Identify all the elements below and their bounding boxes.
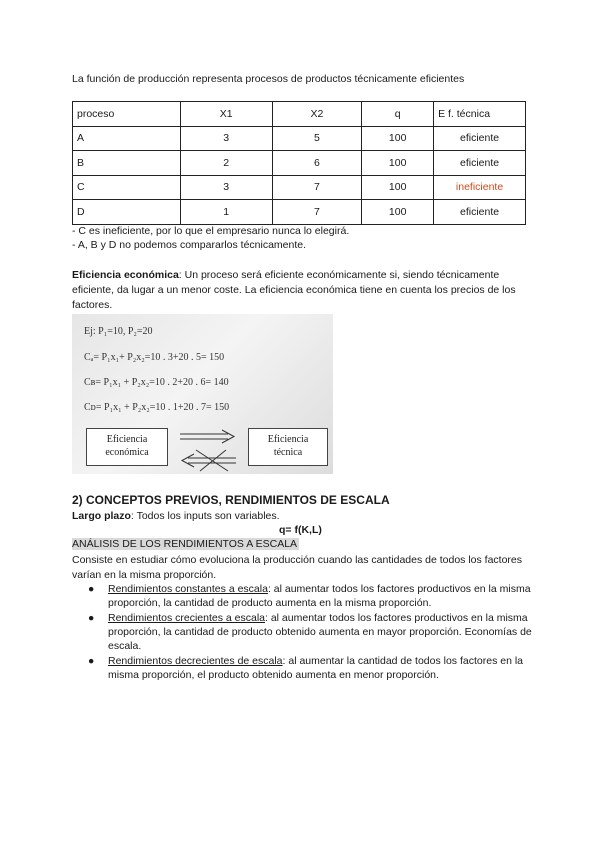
efficiency-figure	[72, 314, 333, 474]
cell: 2	[180, 151, 272, 176]
cell: C	[73, 175, 181, 200]
economic-efficiency-paragraph	[72, 268, 528, 313]
crossed-left-arrow-icon	[182, 450, 236, 471]
cell: A	[73, 126, 181, 151]
item-term: Rendimientos decrecientes de escala	[108, 655, 283, 667]
box-line: Eficiencia	[267, 434, 309, 445]
cell: eficiente	[434, 126, 526, 151]
table-header-row	[73, 102, 526, 127]
cell: 3	[180, 126, 272, 151]
note-line: - A, B y D no podemos compararlos técnicamente.	[72, 239, 307, 251]
cell: 6	[272, 151, 362, 176]
note-line: - C es ineficiente, por lo que el empresario nunca lo elegirá.	[72, 225, 350, 237]
table-row	[73, 200, 526, 225]
figure-line: Cʙ= P₁x₁ + P₂x₂=10 . 2+20 . 6= 140	[84, 377, 229, 388]
section-heading: 2) CONCEPTOS PREVIOS, RENDIMIENTOS DE ESCALA	[72, 493, 390, 507]
cell: 100	[362, 200, 434, 225]
box-line: Eficiencia	[106, 434, 148, 445]
table-row	[73, 175, 526, 200]
cell: eficiente	[434, 200, 526, 225]
right-arrow-icon	[180, 430, 234, 443]
cell: B	[73, 151, 181, 176]
cell: 1	[180, 200, 272, 225]
economic-efficiency-text: : Un proceso será eficiente económicamente si, siendo técnicamente eficiente, da lugar a un menor coste. La eficiencia económica tiene en cuenta los precios de los factores.	[72, 269, 516, 311]
cell: 100	[362, 126, 434, 151]
box-eficiencia-economica	[86, 428, 168, 466]
table-notes	[72, 224, 349, 252]
cell: 7	[272, 175, 362, 200]
highlighted-subheading: ANÁLISIS DE LOS RENDIMIENTOS A ESCALA	[72, 538, 298, 550]
process-table	[72, 101, 526, 225]
bullet-icon: ●	[88, 655, 95, 667]
list-item	[72, 611, 532, 653]
item-text: : al aumentar la cantidad de todos los factores en la misma proporción, el producto obtenido aumenta en menor proporción.	[108, 655, 524, 681]
largo-plazo-term: Largo plazo	[72, 510, 131, 522]
item-text: : al aumentar todos los factores productivos en la misma proporción, la cantidad de producto aumenta en la misma proporción.	[108, 583, 531, 609]
cell: eficiente	[434, 151, 526, 176]
largo-plazo-line	[72, 510, 280, 522]
figure-line: Cᴅ= P₁x₁ + P₂x₂=10 . 1+20 . 7= 150	[84, 402, 230, 413]
table-row	[73, 151, 526, 176]
box-line: económica	[105, 447, 149, 458]
item-term: Rendimientos crecientes a escala	[108, 612, 265, 624]
header-cell: proceso	[73, 102, 181, 127]
cell: 100	[362, 175, 434, 200]
figure-line: Ej: P₁=10, P₂=20	[84, 326, 153, 337]
definition-paragraph: Consiste en estudiar cómo evoluciona la producción cuando las cantidades de todos los factores varían en la misma proporción.	[72, 554, 523, 581]
box-eficiencia-tecnica	[248, 428, 328, 466]
economic-efficiency-term: Eficiencia económica	[72, 269, 179, 281]
header-cell: X2	[272, 102, 362, 127]
figure-line: Cₐ= P₁x₁+ P₂x₂=10 . 3+20 . 5= 150	[84, 352, 225, 363]
item-term: Rendimientos constantes a escala	[108, 583, 268, 595]
bullet-icon: ●	[88, 612, 95, 624]
production-function-formula: q= f(K,L)	[279, 524, 322, 536]
item-text: : al aumentar todos los factores productivos en la misma proporción, la cantidad de producto obtenido aumenta en mayor proporción. Economías de escala.	[108, 612, 532, 652]
cell: 100	[362, 151, 434, 176]
header-cell: X1	[180, 102, 272, 127]
table-row	[73, 126, 526, 151]
implication-arrows	[176, 428, 240, 472]
cell: 3	[180, 175, 272, 200]
list-item	[72, 654, 532, 682]
header-cell: E f. técnica	[434, 102, 526, 127]
cell: D	[73, 200, 181, 225]
returns-to-scale-list	[72, 582, 532, 683]
cell: 5	[272, 126, 362, 151]
largo-plazo-text: : Todos los inputs son variables.	[130, 510, 280, 522]
cell: 7	[272, 200, 362, 225]
box-line: técnica	[273, 447, 303, 458]
intro-text: La función de producción representa procesos de productos técnicamente eficientes	[72, 73, 465, 85]
cell-ineficiente: ineficiente	[434, 175, 526, 200]
header-cell: q	[362, 102, 434, 127]
list-item	[72, 582, 532, 610]
bullet-icon: ●	[88, 583, 95, 595]
